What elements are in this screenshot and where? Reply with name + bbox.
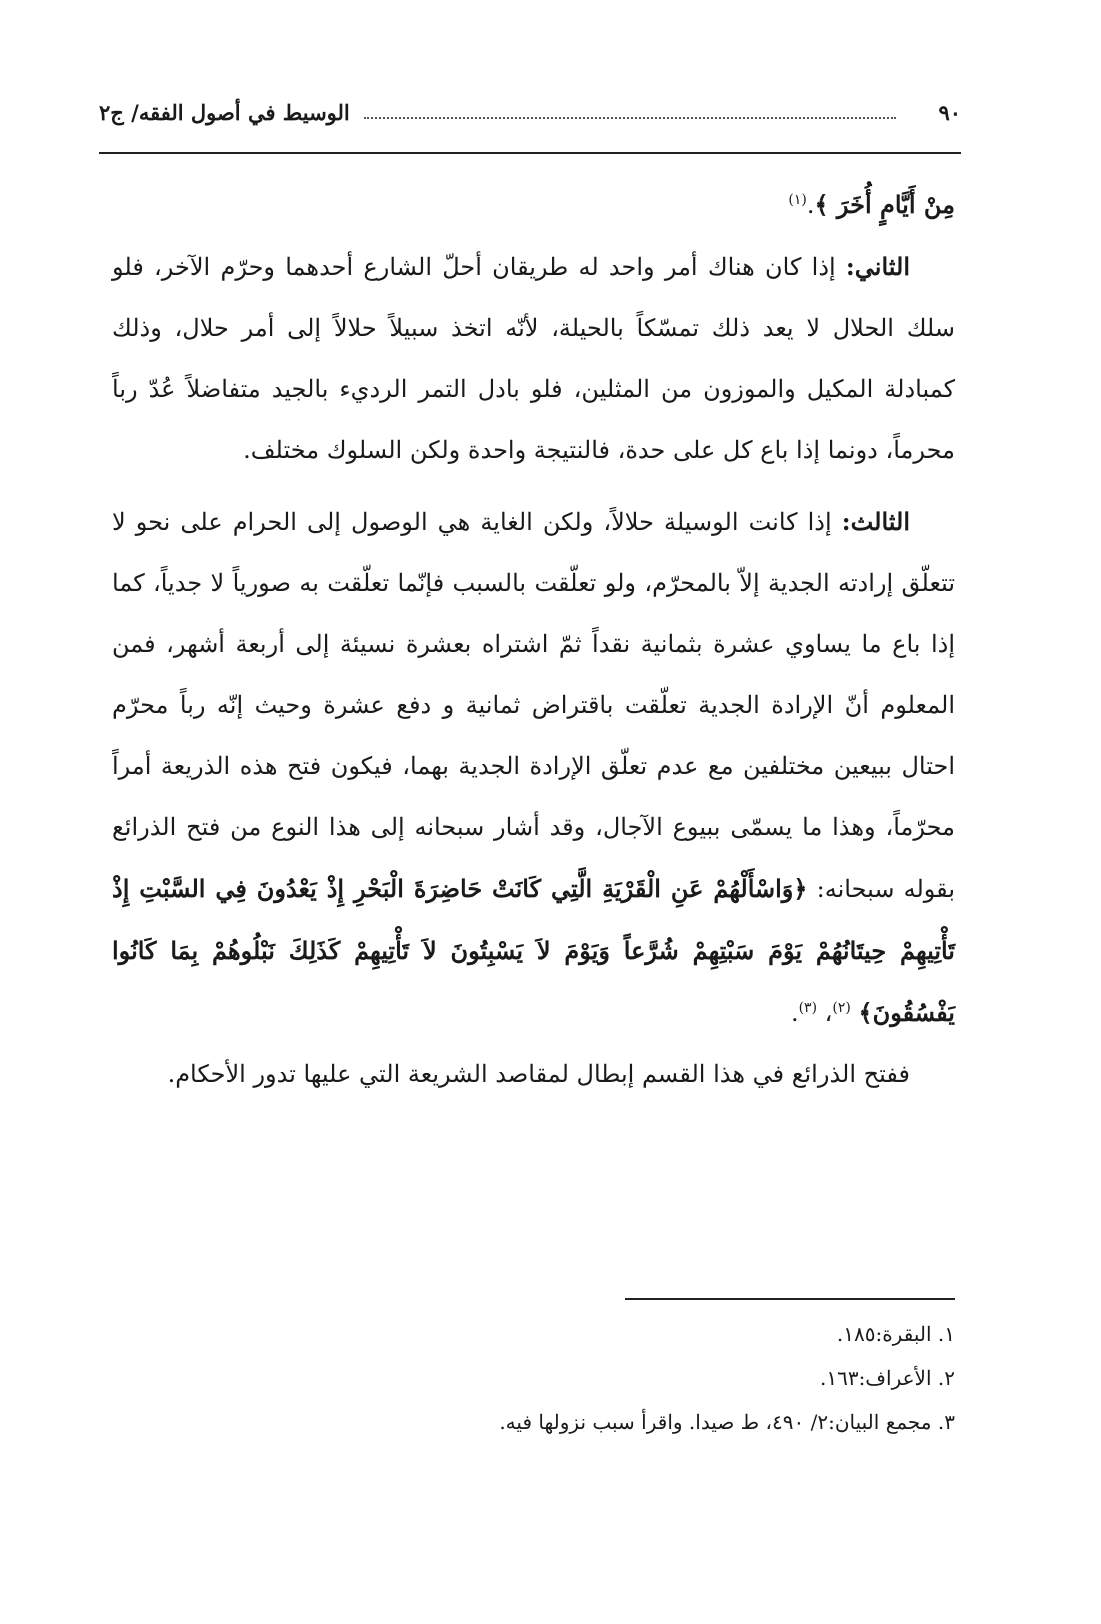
paragraph-second (112, 236, 955, 481)
main-text (112, 174, 955, 1105)
paragraph-period: . (790, 999, 799, 1027)
paragraph-third (112, 491, 955, 1044)
footnote-divider (625, 1298, 955, 1300)
book-title: الوسيط في أصول الفقه/ ج٢ (99, 99, 350, 125)
footnote-ref-separator: ، (817, 999, 833, 1027)
paragraph-text: ففتح الذرائع في هذا القسم إبطال لمقاصد الشريعة التي عليها تدور الأحكام. (167, 1060, 910, 1088)
footnote-ref-1: (١) (788, 192, 807, 208)
running-header (99, 92, 961, 132)
header-dotted-leader (364, 115, 897, 119)
footnote-2: ٢. الأعراف:١٦٣. (819, 1366, 955, 1390)
opening-period: . (806, 191, 815, 219)
quran-quote: مِنْ أَيَّامٍ أُخَرَ ﴾ (814, 190, 955, 219)
quran-quote: ﴿وَاسْأَلْهُمْ عَنِ الْقَرْيَةِ الَّتِي كَانَتْ حَاضِرَةَ الْبَحْرِ إِذْ يَعْدُونَ فِي السَّبْتِ إِذْ تَأْتِيهِمْ حِيتَانُهُمْ يَوْمَ سَبْتِهِمْ شُرَّعاً وَيَوْمَ لاَ يَسْبِتُونَ لاَ تَأْتِيهِمْ كَذَلِكَ نَبْلُوهُمْ بِمَا كَانُوا يَفْسُقُونَ﴾ (112, 874, 955, 1027)
header-divider (99, 152, 961, 154)
footnote-1: ١. البقرة:١٨٥. (836, 1322, 955, 1346)
footnote-3: ٣. مجمع البيان:٢/ ٤٩٠، ط صيدا. واقرأ سبب نزولها فيه. (499, 1410, 955, 1434)
opening-quote-line (112, 174, 955, 236)
footnote-ref-3: (٣) (798, 1000, 818, 1016)
footnote-ref-2: (٢) (832, 1000, 851, 1016)
paragraph-text: إذا كانت الوسيلة حلالاً، ولكن الغاية هي الوصول إلى الحرام على نحو لا تتعلّق إرادته الجدية إلاّ بالمحرّم، ولو تعلّقت بالسبب فإنّما تعلّقت به صورياً لا جدياً، كما إذا باع ما يساوي عشرة بثمانية نقداً ثمّ اشتراه بعشرة نسيئة إلى أربعة أشهر، فمن المعلوم أنّ الإرادة الجدية تعلّقت باقتراض ثمانية و دفع عشرة وحيث إنّه رباً محرّم احتال ببيعين مختلفين مع عدم تعلّق الإرادة الجدية بهما، فيكون فتح هذه الذريعة أمراً محرّماً، وهذا ما يسمّى ببيوع الآجال، وقد أشار سبحانه إلى هذا النوع من فتح الذرائع بقوله سبحانه: (112, 508, 956, 903)
paragraph-label: الثاني: (845, 252, 910, 281)
paragraph-conclusion (112, 1044, 955, 1105)
paragraph-label: الثالث: (841, 507, 910, 536)
paragraph-text: إذا كان هناك أمر واحد له طريقان أحلّ الشارع أحدهما وحرّم الآخر، فلو سلك الحلال لا يعد ذلك تمسّكاً بالحيلة، لأنّه اتخذ سبيلاً حلالاً إلى أمر حلال، وذلك كمبادلة المكيل والموزون من المثلين، فلو بادل التمر الرديء بالجيد متفاضلاً عُدّ رباً محرماً، دونما إذا باع كل على حدة، فالنتيجة واحدة ولكن السلوك مختلف. (112, 253, 955, 464)
page-number: ٩٠ (938, 99, 961, 125)
footnotes (112, 1312, 955, 1444)
